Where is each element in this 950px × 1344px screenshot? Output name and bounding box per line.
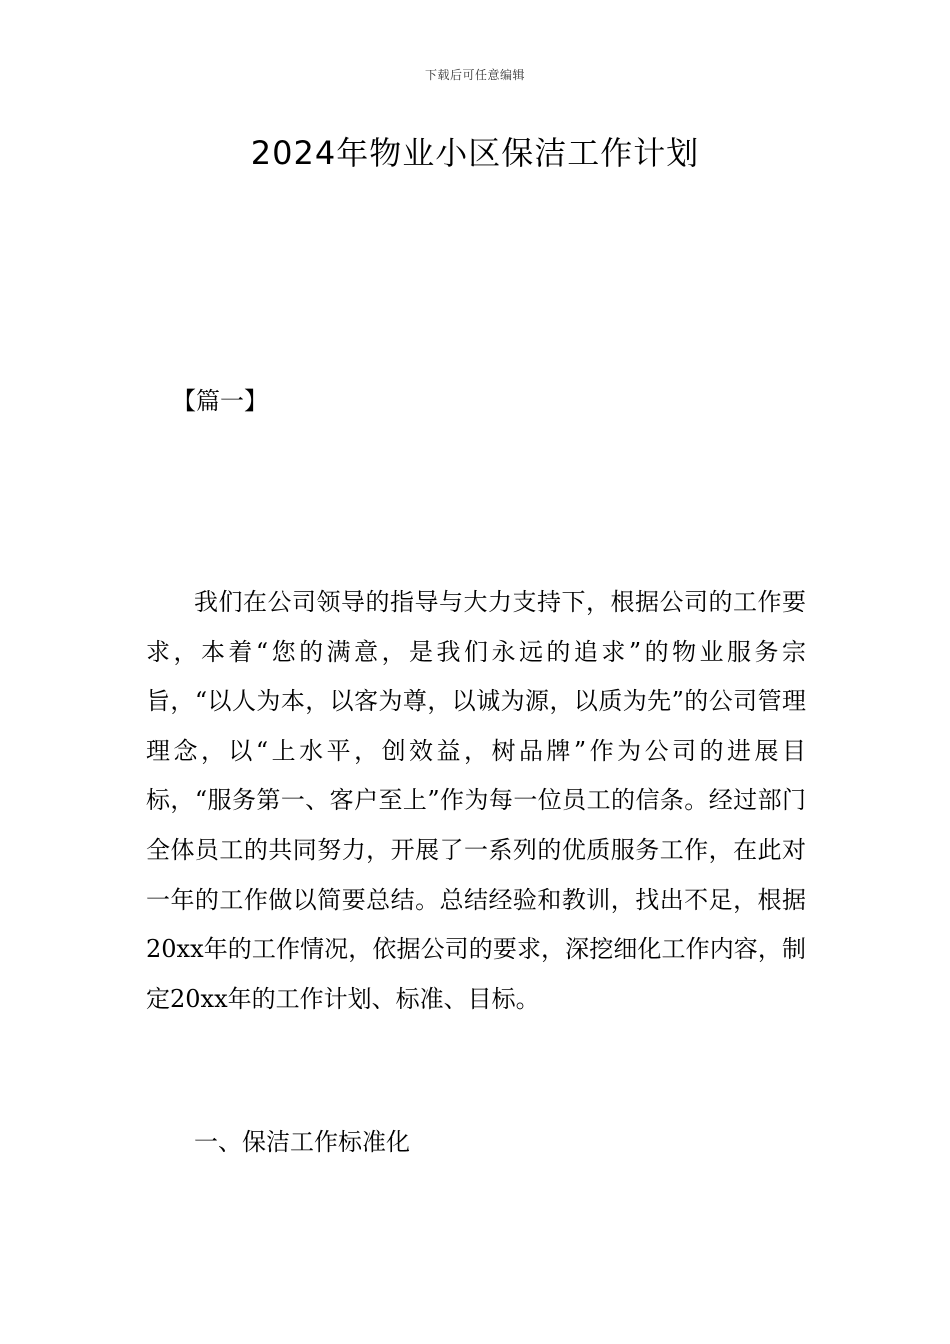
section-mark: 【篇一】 bbox=[172, 387, 268, 415]
section-heading-1: 一、保洁工作标准化 bbox=[194, 1128, 410, 1156]
document-title: 2024年物业小区保洁工作计划 bbox=[250, 134, 700, 172]
intro-paragraph: 我们在公司领导的指导与大力支持下，根据公司的工作要求，本着“您的满意，是我们永远的追求”的物业服务宗旨，“以人为本，以客为尊，以诚为源，以质为先”的公司管理理念，以“上水平，创效益，树品牌”作为公司的进展目标，“服务第一、客户至上”作为每一位员工的信条。经过部门全体员工的共同努力，开展了一系列的优质服务工作，在此对一年的工作做以简要总结。总结经验和教训，找出不足，根据20xx年的工作情况，依据公司的要求，深挖细化工作内容，制定20xx年的工作计划、标准、目标。 bbox=[146, 588, 806, 1013]
header-note: 下载后可任意编辑 bbox=[424, 68, 525, 82]
